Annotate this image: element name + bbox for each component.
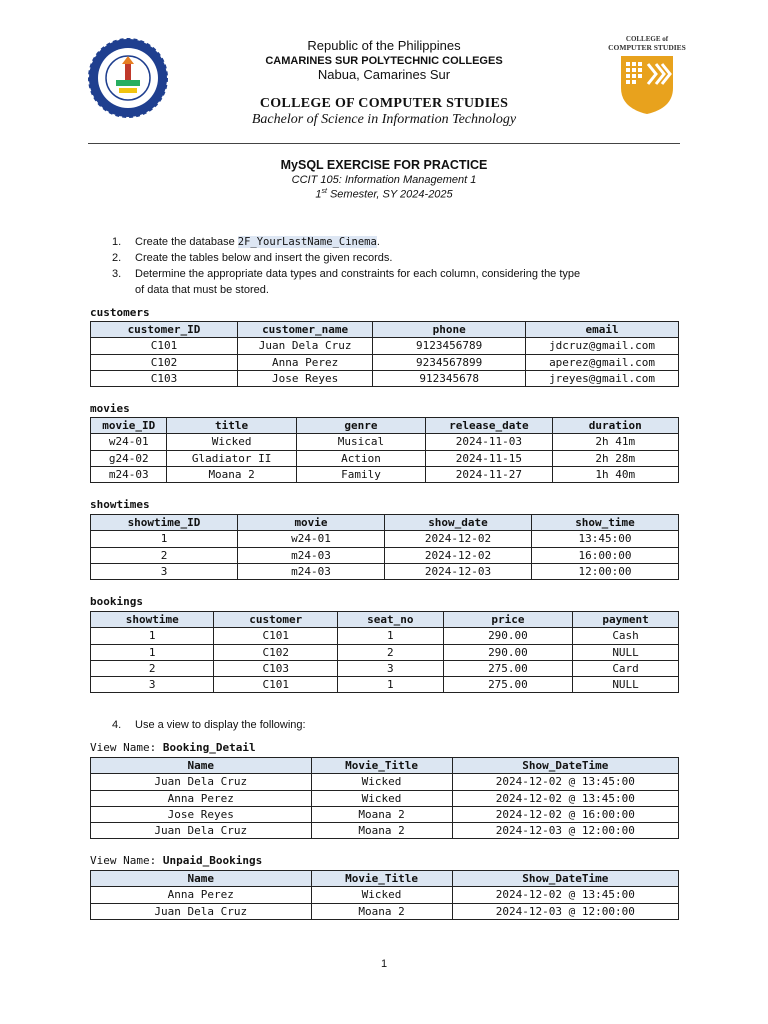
table-row: [91, 338, 679, 354]
table-cell: 2024-11-15: [426, 450, 552, 466]
table-header-row: [91, 871, 679, 887]
view-label-booking-detail: View Name: Booking_Detail: [90, 741, 256, 754]
column-header: show_date: [385, 515, 532, 531]
table-cell: 1: [91, 531, 238, 547]
table-row: [91, 628, 679, 644]
customers-table: [90, 321, 679, 387]
table-cell: Anna Perez: [91, 790, 312, 806]
table-cell: 290.00: [443, 644, 572, 660]
department-name: COLLEGE OF COMPUTER STUDIES: [259, 96, 509, 111]
table-cell: 2024-11-27: [426, 466, 552, 482]
table-cell: 9234567899: [373, 354, 526, 370]
table-header-row: [91, 758, 679, 774]
table-row: [91, 677, 679, 693]
table-cell: NULL: [573, 644, 679, 660]
column-header: showtime: [91, 612, 214, 628]
column-header: customer: [214, 612, 337, 628]
table-row: [91, 370, 679, 386]
table-cell: 2024-12-02 @ 13:45:00: [452, 774, 678, 790]
table-cell: 16:00:00: [532, 547, 679, 563]
column-header: payment: [573, 612, 679, 628]
table-cell: C102: [214, 644, 337, 660]
college-name: CAMARINES SUR POLYTECHNIC COLLEGES: [265, 55, 503, 67]
column-header: phone: [373, 322, 526, 338]
column-header: movie_ID: [91, 418, 167, 434]
column-header: show_time: [532, 515, 679, 531]
table-cell: 2024-12-03 @ 12:00:00: [452, 823, 678, 839]
table-cell: w24-01: [91, 434, 167, 450]
column-header: customer_ID: [91, 322, 238, 338]
table-cell: 2024-12-02: [385, 531, 532, 547]
table-cell: 2: [91, 547, 238, 563]
table-cell: 2: [91, 660, 214, 676]
table-cell: C101: [214, 677, 337, 693]
step-2: 2. Create the tables below and insert the given records.: [112, 252, 393, 264]
table-cell: Wicked: [167, 434, 296, 450]
table-cell: 2024-12-02 @ 16:00:00: [452, 806, 678, 822]
column-header: Movie_Title: [311, 871, 452, 887]
table-cell: 1: [337, 677, 443, 693]
table-cell: C103: [91, 370, 238, 386]
column-header: Name: [91, 871, 312, 887]
table-cell: m24-03: [91, 466, 167, 482]
table-cell: 3: [91, 677, 214, 693]
table-cell: Juan Dela Cruz: [91, 823, 312, 839]
table-cell: Wicked: [311, 790, 452, 806]
table-cell: Wicked: [311, 774, 452, 790]
table-cell: C101: [91, 338, 238, 354]
ccs-logo-line2: COMPUTER STUDIES: [608, 43, 686, 52]
table-cell: m24-03: [238, 547, 385, 563]
table-cell: C103: [214, 660, 337, 676]
table-cell: aperez@gmail.com: [526, 354, 679, 370]
table-cell: w24-01: [238, 531, 385, 547]
table-row: [91, 774, 679, 790]
bookings-label: bookings: [90, 595, 143, 608]
movies-label: movies: [90, 402, 130, 415]
table-cell: 2: [337, 644, 443, 660]
table-row: [91, 354, 679, 370]
table-cell: Anna Perez: [238, 354, 373, 370]
step-1: 1. Create the database 2F_YourLastName_Cinema.: [112, 236, 380, 248]
column-header: title: [167, 418, 296, 434]
table-cell: jreyes@gmail.com: [526, 370, 679, 386]
table-cell: 13:45:00: [532, 531, 679, 547]
column-header: seat_no: [337, 612, 443, 628]
table-cell: 1: [91, 644, 214, 660]
table-cell: 2h 28m: [552, 450, 678, 466]
table-cell: Jose Reyes: [91, 806, 312, 822]
table-cell: Gladiator II: [167, 450, 296, 466]
column-header: movie: [238, 515, 385, 531]
table-cell: NULL: [573, 677, 679, 693]
table-cell: C102: [91, 354, 238, 370]
table-row: [91, 903, 679, 919]
table-cell: Moana 2: [311, 823, 452, 839]
column-header: email: [526, 322, 679, 338]
table-cell: Jose Reyes: [238, 370, 373, 386]
table-cell: 2h 41m: [552, 434, 678, 450]
table-cell: Juan Dela Cruz: [91, 903, 312, 919]
showtimes-label: showtimes: [90, 498, 150, 511]
table-cell: C101: [214, 628, 337, 644]
step-4: 4. Use a view to display the following:: [112, 719, 306, 731]
header-divider: [88, 143, 680, 144]
table-cell: Family: [296, 466, 425, 482]
table-row: [91, 531, 679, 547]
table-header-row: [91, 612, 679, 628]
table-cell: 275.00: [443, 660, 572, 676]
table-row: [91, 660, 679, 676]
table-cell: 2024-12-03: [385, 563, 532, 579]
table-cell: 2024-12-02 @ 13:45:00: [452, 790, 678, 806]
column-header: showtime_ID: [91, 515, 238, 531]
column-header: Movie_Title: [311, 758, 452, 774]
table-cell: 3: [91, 563, 238, 579]
column-header: price: [443, 612, 572, 628]
customers-label: customers: [90, 306, 150, 319]
table-header-row: [91, 515, 679, 531]
table-row: [91, 547, 679, 563]
table-cell: Moana 2: [311, 903, 452, 919]
column-header: Name: [91, 758, 312, 774]
showtimes-table: [90, 514, 679, 580]
column-header: duration: [552, 418, 678, 434]
table-cell: Action: [296, 450, 425, 466]
booking-detail-table: [90, 757, 679, 839]
table-cell: m24-03: [238, 563, 385, 579]
table-cell: Juan Dela Cruz: [91, 774, 312, 790]
table-cell: Cash: [573, 628, 679, 644]
table-cell: Moana 2: [167, 466, 296, 482]
table-header-row: [91, 322, 679, 338]
table-cell: g24-02: [91, 450, 167, 466]
table-cell: 9123456789: [373, 338, 526, 354]
table-cell: Wicked: [311, 887, 452, 903]
table-cell: Card: [573, 660, 679, 676]
semester-line: 1st Semester, SY 2024-2025: [315, 188, 453, 201]
table-cell: 1: [91, 628, 214, 644]
table-cell: 275.00: [443, 677, 572, 693]
column-header: release_date: [426, 418, 552, 434]
table-cell: Musical: [296, 434, 425, 450]
table-cell: 2024-11-03: [426, 434, 552, 450]
table-row: [91, 466, 679, 482]
table-row: [91, 823, 679, 839]
table-row: [91, 563, 679, 579]
table-row: [91, 450, 679, 466]
table-cell: 290.00: [443, 628, 572, 644]
republic-line: Republic of the Philippines: [307, 38, 461, 53]
database-name: 2F_YourLastName_Cinema: [237, 236, 377, 248]
table-cell: 3: [337, 660, 443, 676]
page-number: 1: [380, 958, 388, 970]
table-cell: 912345678: [373, 370, 526, 386]
college-location: Nabua, Camarines Sur: [317, 67, 451, 82]
step-3-cont: of data that must be stored.: [135, 284, 269, 296]
table-row: [91, 887, 679, 903]
table-cell: 2024-12-03 @ 12:00:00: [452, 903, 678, 919]
ccs-logo-line1: COLLEGE of: [625, 35, 669, 43]
column-header: Show_DateTime: [452, 871, 678, 887]
table-cell: Juan Dela Cruz: [238, 338, 373, 354]
movies-table: [90, 417, 679, 483]
bookings-table: [90, 611, 679, 693]
unpaid-bookings-table: [90, 870, 679, 920]
view-label-unpaid-bookings: View Name: Unpaid_Bookings: [90, 854, 263, 867]
column-header: customer_name: [238, 322, 373, 338]
table-cell: jdcruz@gmail.com: [526, 338, 679, 354]
table-row: [91, 790, 679, 806]
course-line: CCIT 105: Information Management 1: [291, 174, 477, 186]
step-3: 3. Determine the appropriate data types and constraints for each column, considering the type: [112, 268, 581, 280]
table-row: [91, 434, 679, 450]
table-cell: Anna Perez: [91, 887, 312, 903]
program-name: Bachelor of Science in Information Technology: [251, 112, 517, 127]
table-cell: 2024-12-02: [385, 547, 532, 563]
table-header-row: [91, 418, 679, 434]
table-row: [91, 644, 679, 660]
table-cell: Moana 2: [311, 806, 452, 822]
table-cell: 1h 40m: [552, 466, 678, 482]
table-row: [91, 806, 679, 822]
table-cell: 1: [337, 628, 443, 644]
table-cell: 2024-12-02 @ 13:45:00: [452, 887, 678, 903]
exercise-title: MySQL EXERCISE FOR PRACTICE: [280, 158, 488, 172]
column-header: genre: [296, 418, 425, 434]
table-cell: 12:00:00: [532, 563, 679, 579]
column-header: Show_DateTime: [452, 758, 678, 774]
